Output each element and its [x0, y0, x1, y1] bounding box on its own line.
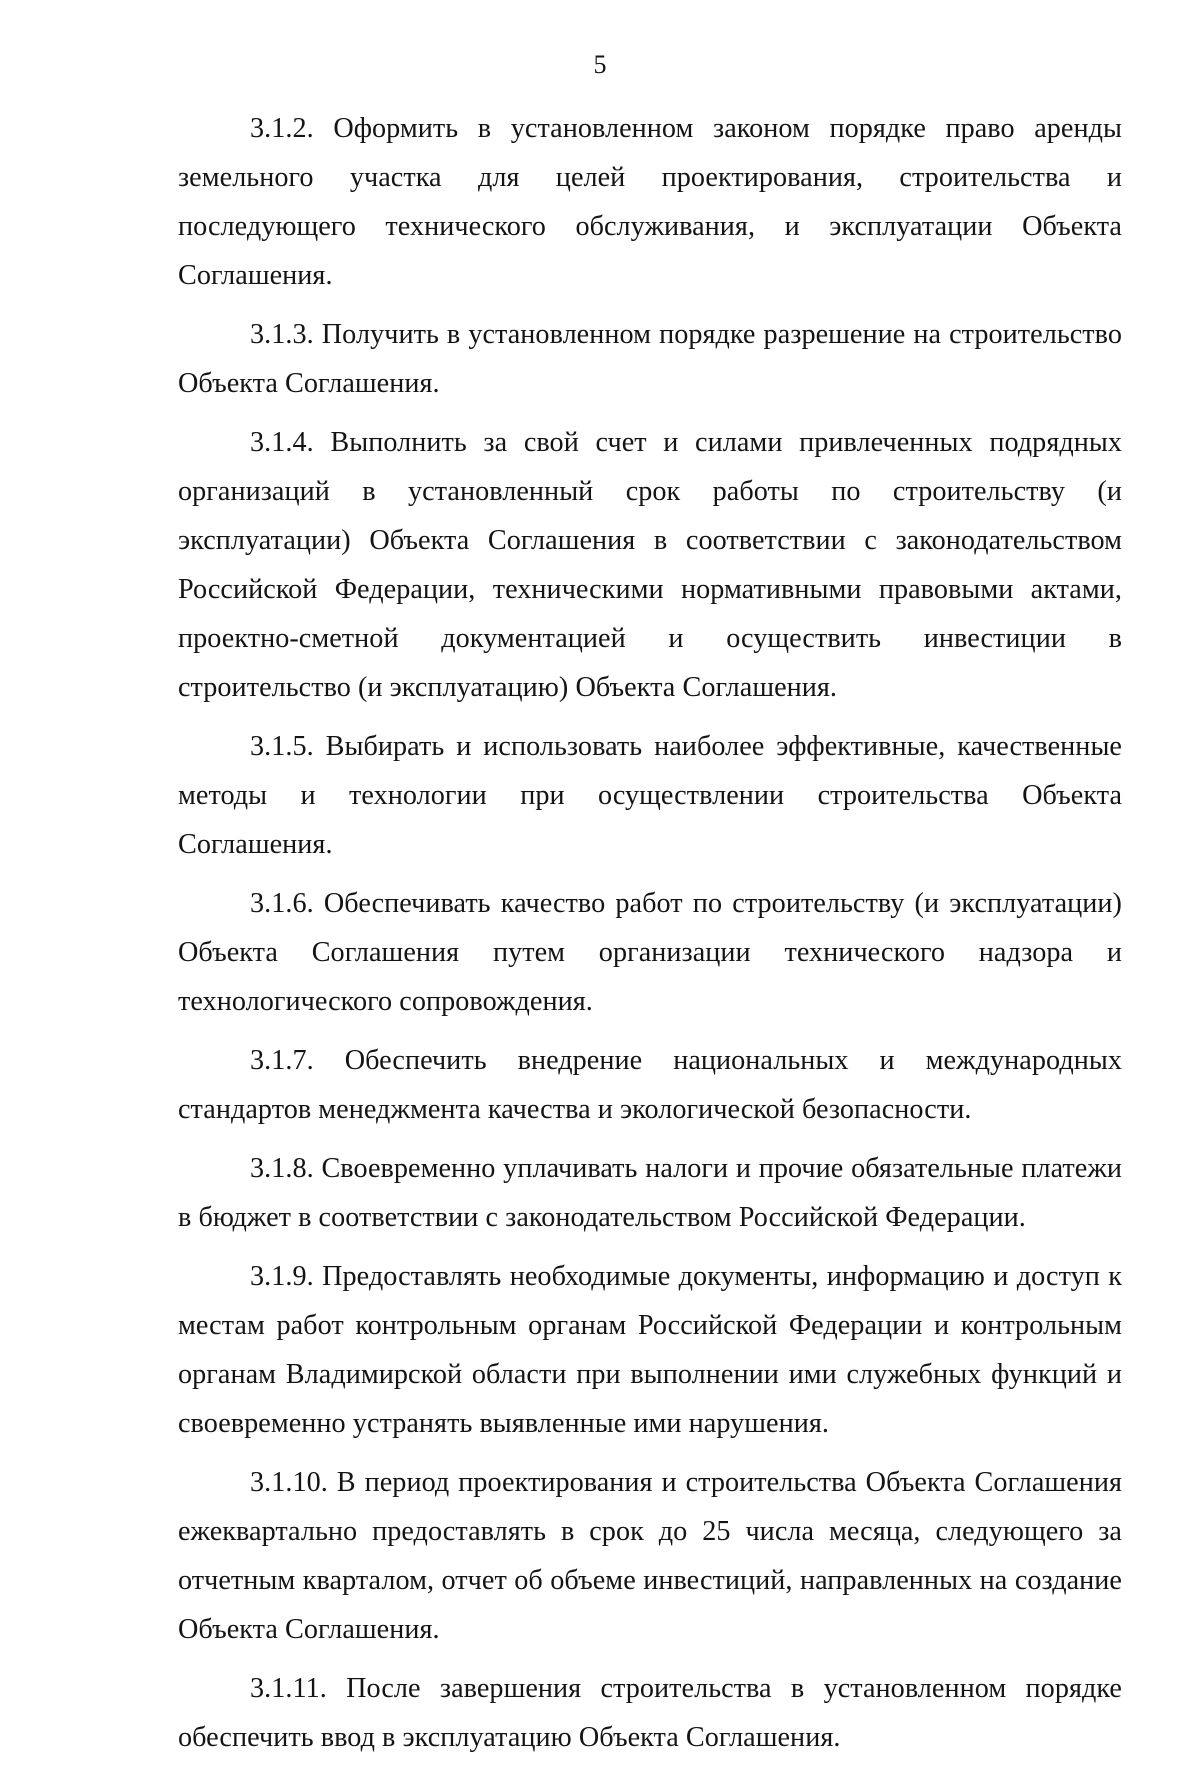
- clause-3-1-10: 3.1.10. В период проектирования и строительства Объекта Соглашения ежеквартально предоставлять в срок до 25 числа месяца, следующего за отчетным кварталом, отчет об объеме инвестиций, направленных на создание Объекта Соглашения.: [178, 1467, 1122, 1645]
- clause-3-1-6: 3.1.6. Обеспечивать качество работ по строительству (и эксплуатации) Объекта Соглашения путем организации технического надзора и технологического сопровождения.: [178, 888, 1122, 1017]
- clause-3-1-7: 3.1.7. Обеспечить внедрение национальных и международных стандартов менеджмента качества и экологической безопасности.: [178, 1045, 1122, 1125]
- page-number: 5: [593, 50, 607, 79]
- clause-3-1-4: 3.1.4. Выполнить за свой счет и силами привлеченных подрядных организаций в установленный срок работы по строительству (и эксплуатации) Объекта Соглашения в соответствии с законодательством Российской Федерации, техническими нормативными правовыми актами, проектно-сметной документацией и осуществить инвестиции в строительство (и эксплуатацию) Объекта Соглашения.: [178, 427, 1122, 703]
- clause-3-1-5: 3.1.5. Выбирать и использовать наиболее эффективные, качественные методы и технологии при осуществлении строительства Объекта Соглашения.: [178, 731, 1122, 860]
- clause-3-1-8: 3.1.8. Своевременно уплачивать налоги и прочие обязательные платежи в бюджет в соответствии с законодательством Российской Федерации.: [178, 1153, 1122, 1233]
- clause-3-1-9: 3.1.9. Предоставлять необходимые документы, информацию и доступ к местам работ контрольным органам Российской Федерации и контрольным органам Владимирской области при выполнении ими служебных функций и своевременно устранять выявленные ими нарушения.: [178, 1261, 1122, 1439]
- clause-3-1-2: 3.1.2. Оформить в установленном законом порядке право аренды земельного участка для целей проектирования, строительства и последующего технического обслуживания, и эксплуатации Объекта Соглашения.: [178, 113, 1122, 291]
- clause-3-1-11: 3.1.11. После завершения строительства в установленном порядке обеспечить ввод в эксплуатацию Объекта Соглашения.: [178, 1673, 1122, 1753]
- document-body: [178, 104, 1122, 1772]
- clause-3-1-3: 3.1.3. Получить в установленном порядке разрешение на строительство Объекта Соглашения.: [178, 319, 1122, 399]
